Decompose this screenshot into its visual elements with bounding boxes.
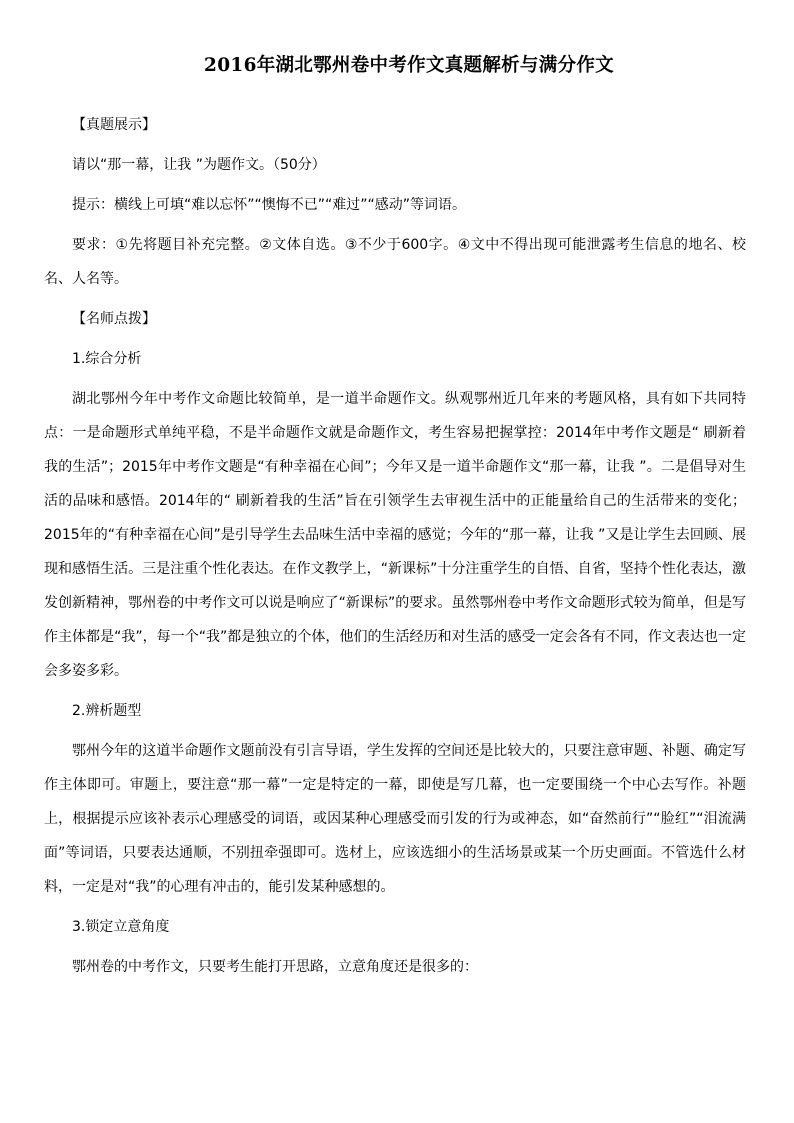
section-heading-exam: 【真题展示】 [72,117,156,133]
analysis-block [44,382,746,688]
question-type-paragraph: 鄂州今年的这道半命题作文题前没有引言导语，学生发挥的空间还是比较大的，只要注意审题、补题、确定写作主体即可。审题上，要注意“那一幕”一定是特定的一幕，即使是写几幕，也一定要围绕一个中心去写作。补题上，根据提示应该补表示心理感受的词语，或因某种心理感受而引发的行为或神态，如“奋然前行”“脸红”“泪流满面”等词语，只要表达通顺，不别扭牵强即可。选材上，应该选细小的生活场景或某一个历史画面。不管选什么材料，一定是对“我”的心理有冲击的，能引发某种感想的。 [44,743,746,895]
section-heading-guidance: 【名师点拨】 [72,311,156,327]
question-type-block [44,734,746,904]
document-title: 2016年湖北鄂州卷中考作文真题解析与满分作文 [204,55,614,76]
exam-requirements-block [44,228,746,296]
analysis-paragraph: 湖北鄂州今年中考作文命题比较简单，是一道半命题作文。纵观鄂州近几年来的考题风格，具有如下共同特点：一是命题形式单纯平稳，不是半命题作文就是命题作文，考生容易把握掌控：2014年中考作文题是“ 刷新着我的生活”；2015年中考作文题是“有种幸福在心间”；今年又是一道半命题作文“那一幕，让我 ”。二是倡导对生活的品味和感悟。2014年的“ 刷新着我的生活”旨在引领学生去审视生活中的正能量给自己的生活带来的变化；2015年的“有种幸福在心间”是引导学生去品味生活中幸福的感觉；今年的“那一幕，让我 ”又是让学生去回顾、展现和感悟生活。三是注重个性化表达。在作文教学上，“新课标”十分注重学生的自悟、自省，坚持个性化表达，激发创新精神，鄂州卷的中考作文可以说是响应了“新课标”的要求。虽然鄂州卷中考作文命题形式较为简单，但是写作主体都是“我”，每一个“我”都是独立的个体，他们的生活经历和对生活的感受一定会各有不同，作文表达也一定会多姿多彩。 [44,391,746,679]
exam-requirements: 要求：①先将题目补充完整。②文体自选。③不少于600字。④文中不得出现可能泄露考生信息的地名、校名、人名等。 [44,237,746,287]
subheading-theme-angle: 3.锁定立意角度 [72,919,170,935]
theme-angle-paragraph: 鄂州卷的中考作文，只要考生能打开思路，立意角度还是很多的： [72,959,478,975]
exam-hint: 提示：横线上可填“难以忘怀”“懊悔不已”“难过”“感动”等词语。 [72,197,467,213]
exam-prompt: 请以“那一幕，让我 ”为题作文。（50分） [72,157,326,173]
subheading-question-type: 2.辨析题型 [72,703,142,719]
subheading-analysis: 1.综合分析 [72,351,142,367]
